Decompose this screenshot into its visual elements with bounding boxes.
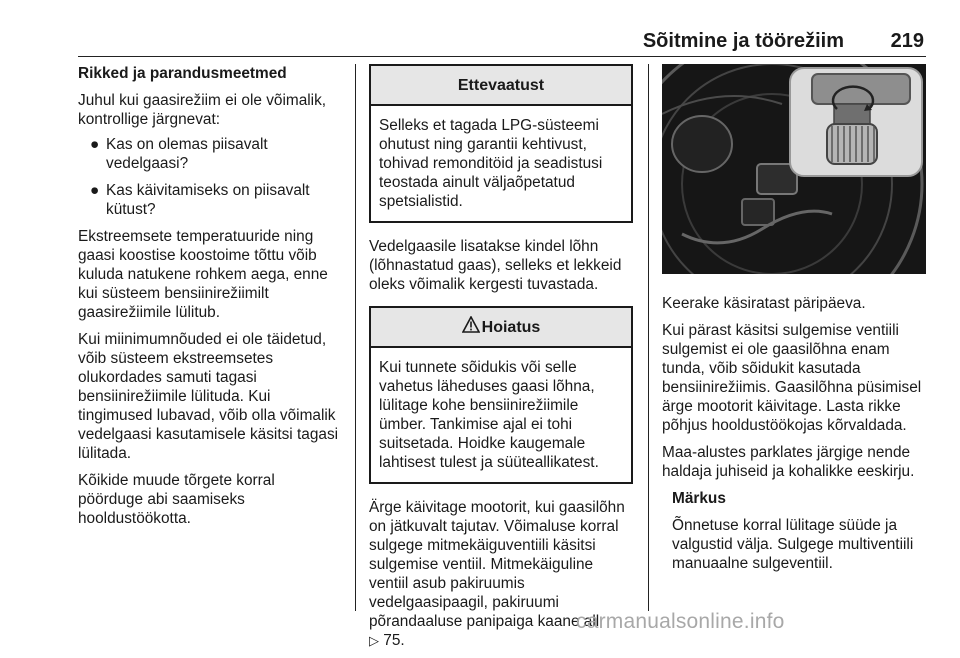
column-divider (355, 64, 356, 611)
list-item: ● Kas käivitamiseks on piisavalt kütust? (90, 182, 310, 218)
list-item: ● Kas on olemas piisavalt vedelgaasi? (90, 136, 268, 172)
paragraph: Keerake käsiratast päripäeva. (662, 295, 866, 312)
page-header (78, 30, 926, 57)
column-divider (648, 64, 649, 611)
column-left (78, 64, 344, 536)
intro-paragraph: Juhul kui gaasirežiim ei ole võimalik, kontrollige järgnevat: (78, 92, 327, 128)
page-number: 219 (890, 30, 924, 52)
paragraph: Kui miinimumnõuded ei ole täidetud, võib süsteem ekstreemsetes olukordades samuti tagasi bensiinirežiimile lülituda. Kui tingimused lubavad, võib olla võimalik vedelgaasi kasutamisele käsitsi tagasi lülitada. (78, 331, 339, 462)
valve-image-icon (662, 64, 926, 274)
note-title: Märkus (672, 490, 726, 507)
column-middle (369, 64, 633, 658)
page-title: Sõitmine ja töörežiim (642, 30, 844, 52)
warning-title: Hoiatus (371, 308, 631, 348)
warning-body: Kui tunnete sõidukis või selle vahetus läheduses gaasi lõhna, lülitage kohe bensiinirežiimile ümber. Tankimise ajal ei tohi suitsetada. Hoidke kaugemale lahtisest tulest ja süüteallikatest. (379, 359, 599, 471)
section-heading: Rikked ja parandusmeetmed (78, 65, 287, 82)
page-reference-link[interactable]: 75. (383, 632, 405, 649)
paragraph: Kui pärast käsitsi sulgemise ventiili sulgemist ei ole gaasilõhna enam tunda, võib sõidukit kasutada bensiinirežiimis. Gaasilõhna püsimisel ärge mootorit käivitage. Lasta rikke põhjus hooldustöökojas kõrvaldada. (662, 322, 922, 434)
caution-body: Selleks et tagada LPG-süsteemi ohutust ning garantii kehtivust, tohivad remonditöid ja seadistusi teostada ainult väljaõpetatud spetsialistid. (379, 117, 603, 210)
paragraph: Maa-alustes parklates järgige nende haldaja juhiseid ja kohalikke eeskirju. (662, 444, 915, 480)
check-list (78, 135, 344, 219)
note-block (662, 489, 926, 573)
page-reference-icon: ▷ (369, 633, 379, 648)
column-right (662, 64, 926, 581)
paragraph: Ärge käivitage mootorit, kui gaasilõhn on jätkuvalt tajutav. Võimaluse korral sulgege mitmekäiguventiili käsitsi sulgemise ventiil. Mitmekäiguline ventiil asub pakiruumis vedelgaasipaagil, pakiruumi põrandaaluse panipaiga kaane all ▷ 75. (369, 499, 625, 649)
caution-box (369, 64, 633, 223)
paragraph: Kõikide muude tõrgete korral pöörduge abi saamiseks hooldustöökotta. (78, 472, 275, 527)
caution-title: Ettevaatust (371, 66, 631, 106)
paragraph: Vedelgaasile lisatakse kindel lõhn (lõhnastatud gaas), selleks et lekkeid oleks võimalik kergesti tuvastada. (369, 238, 622, 293)
valve-illustration (662, 64, 926, 274)
bullet-icon: ● (90, 182, 100, 199)
warning-box (369, 306, 633, 484)
paragraph: Ekstreemsete temperatuuride ning gaasi koostise koostoime tõttu võib kuluda natukene rohkem aega, enne kui süsteem bensiinirežiimilt gaasirežiimile lülitub. (78, 228, 328, 321)
warning-triangle-icon (462, 316, 480, 338)
bullet-icon: ● (90, 136, 100, 153)
watermark: carmanualsonline.info (576, 610, 785, 633)
note-body: Õnnetuse korral lülitage süüde ja valgustid välja. Sulgege multiventiili manuaalne sulgeventiil. (672, 517, 914, 572)
